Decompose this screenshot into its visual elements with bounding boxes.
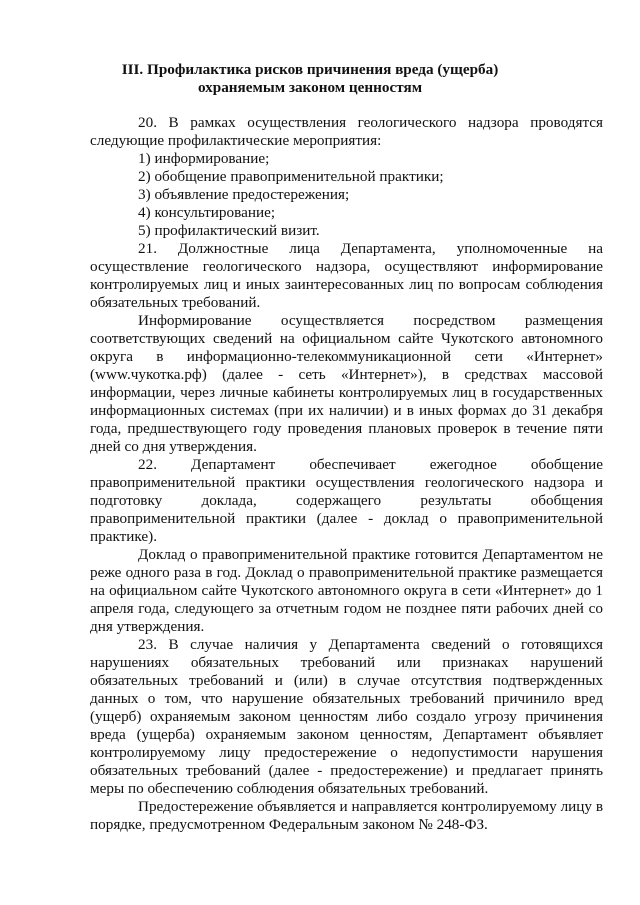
paragraph-22: 22. Департамент обеспечивает ежегодное обобщение правоприменительной практики осуществления геологического надзора и подготовку доклада, содержащего результаты обобщения правоприменительной практики (далее - доклад о правоприменительной практике). [90, 456, 603, 545]
paragraph-21: 21. Должностные лица Департамента, уполномоченные на осуществление геологического надзора, осуществляют информирование контролируемых лиц и иных заинтересованных лиц по вопросам соблюдения обязательных требований. [90, 240, 603, 311]
section-heading: III. Профилактика рисков причинения вреда (ущерба) охраняемым законом ценностям [121, 61, 499, 96]
list-item-informing: 1) информирование; [138, 150, 270, 167]
paragraph-warning-procedure: Предостережение объявляется и направляется контролируемому лицу в порядке, предусмотренном Федеральным законом № 248-ФЗ. [90, 798, 603, 833]
paragraph-informing-details: Информирование осуществляется посредством размещения соответствующих сведений на официальном сайте Чукотского автономного округа в информационно-телекоммуникационной сети «Интернет» (www.чукотка.рф) (далее - сеть «Интернет»), в средствах массовой информации, через личные кабинеты контролируемых лиц в государственных информационных системах (при их наличии) и в иных формах до 31 декабря года, предшествующего году проведения плановых проверок в течение пяти дней со дня утверждения. [90, 312, 603, 455]
list-item-preventive-visit: 5) профилактический визит. [138, 222, 320, 239]
list-item-generalization: 2) обобщение правоприменительной практики; [138, 168, 444, 185]
paragraph-20: 20. В рамках осуществления геологического надзора проводятся следующие профилактические мероприятия: [90, 114, 603, 149]
paragraph-report: Доклад о правоприменительной практике готовится Департаментом не реже одного раза в год. Доклад о правоприменительной практике размещается на официальном сайте Чукотского автономного округа в сети «Интернет» до 1 апреля года, следующего за отчетным годом не позднее пяти рабочих дней со дня утверждения. [90, 546, 603, 635]
paragraph-23: 23. В случае наличия у Департамента сведений о готовящихся нарушениях обязательных требований или признаках нарушений обязательных требований и (или) в случае отсутствия подтвержденных данных о том, что нарушение обязательных требований причинило вред (ущерб) охраняемым законом ценностям либо создало угрозу причинения вреда (ущерба) охраняемым законом ценностям, Департамент объявляет контролируемому лицу предостережение о недопустимости нарушения обязательных требований (далее - предостережение) и предлагает принять меры по обеспечению соблюдения обязательных требований. [90, 636, 603, 797]
document-body [90, 114, 603, 834]
list-item-consulting: 4) консультирование; [138, 204, 276, 221]
list-item-warning: 3) объявление предостережения; [138, 186, 350, 203]
